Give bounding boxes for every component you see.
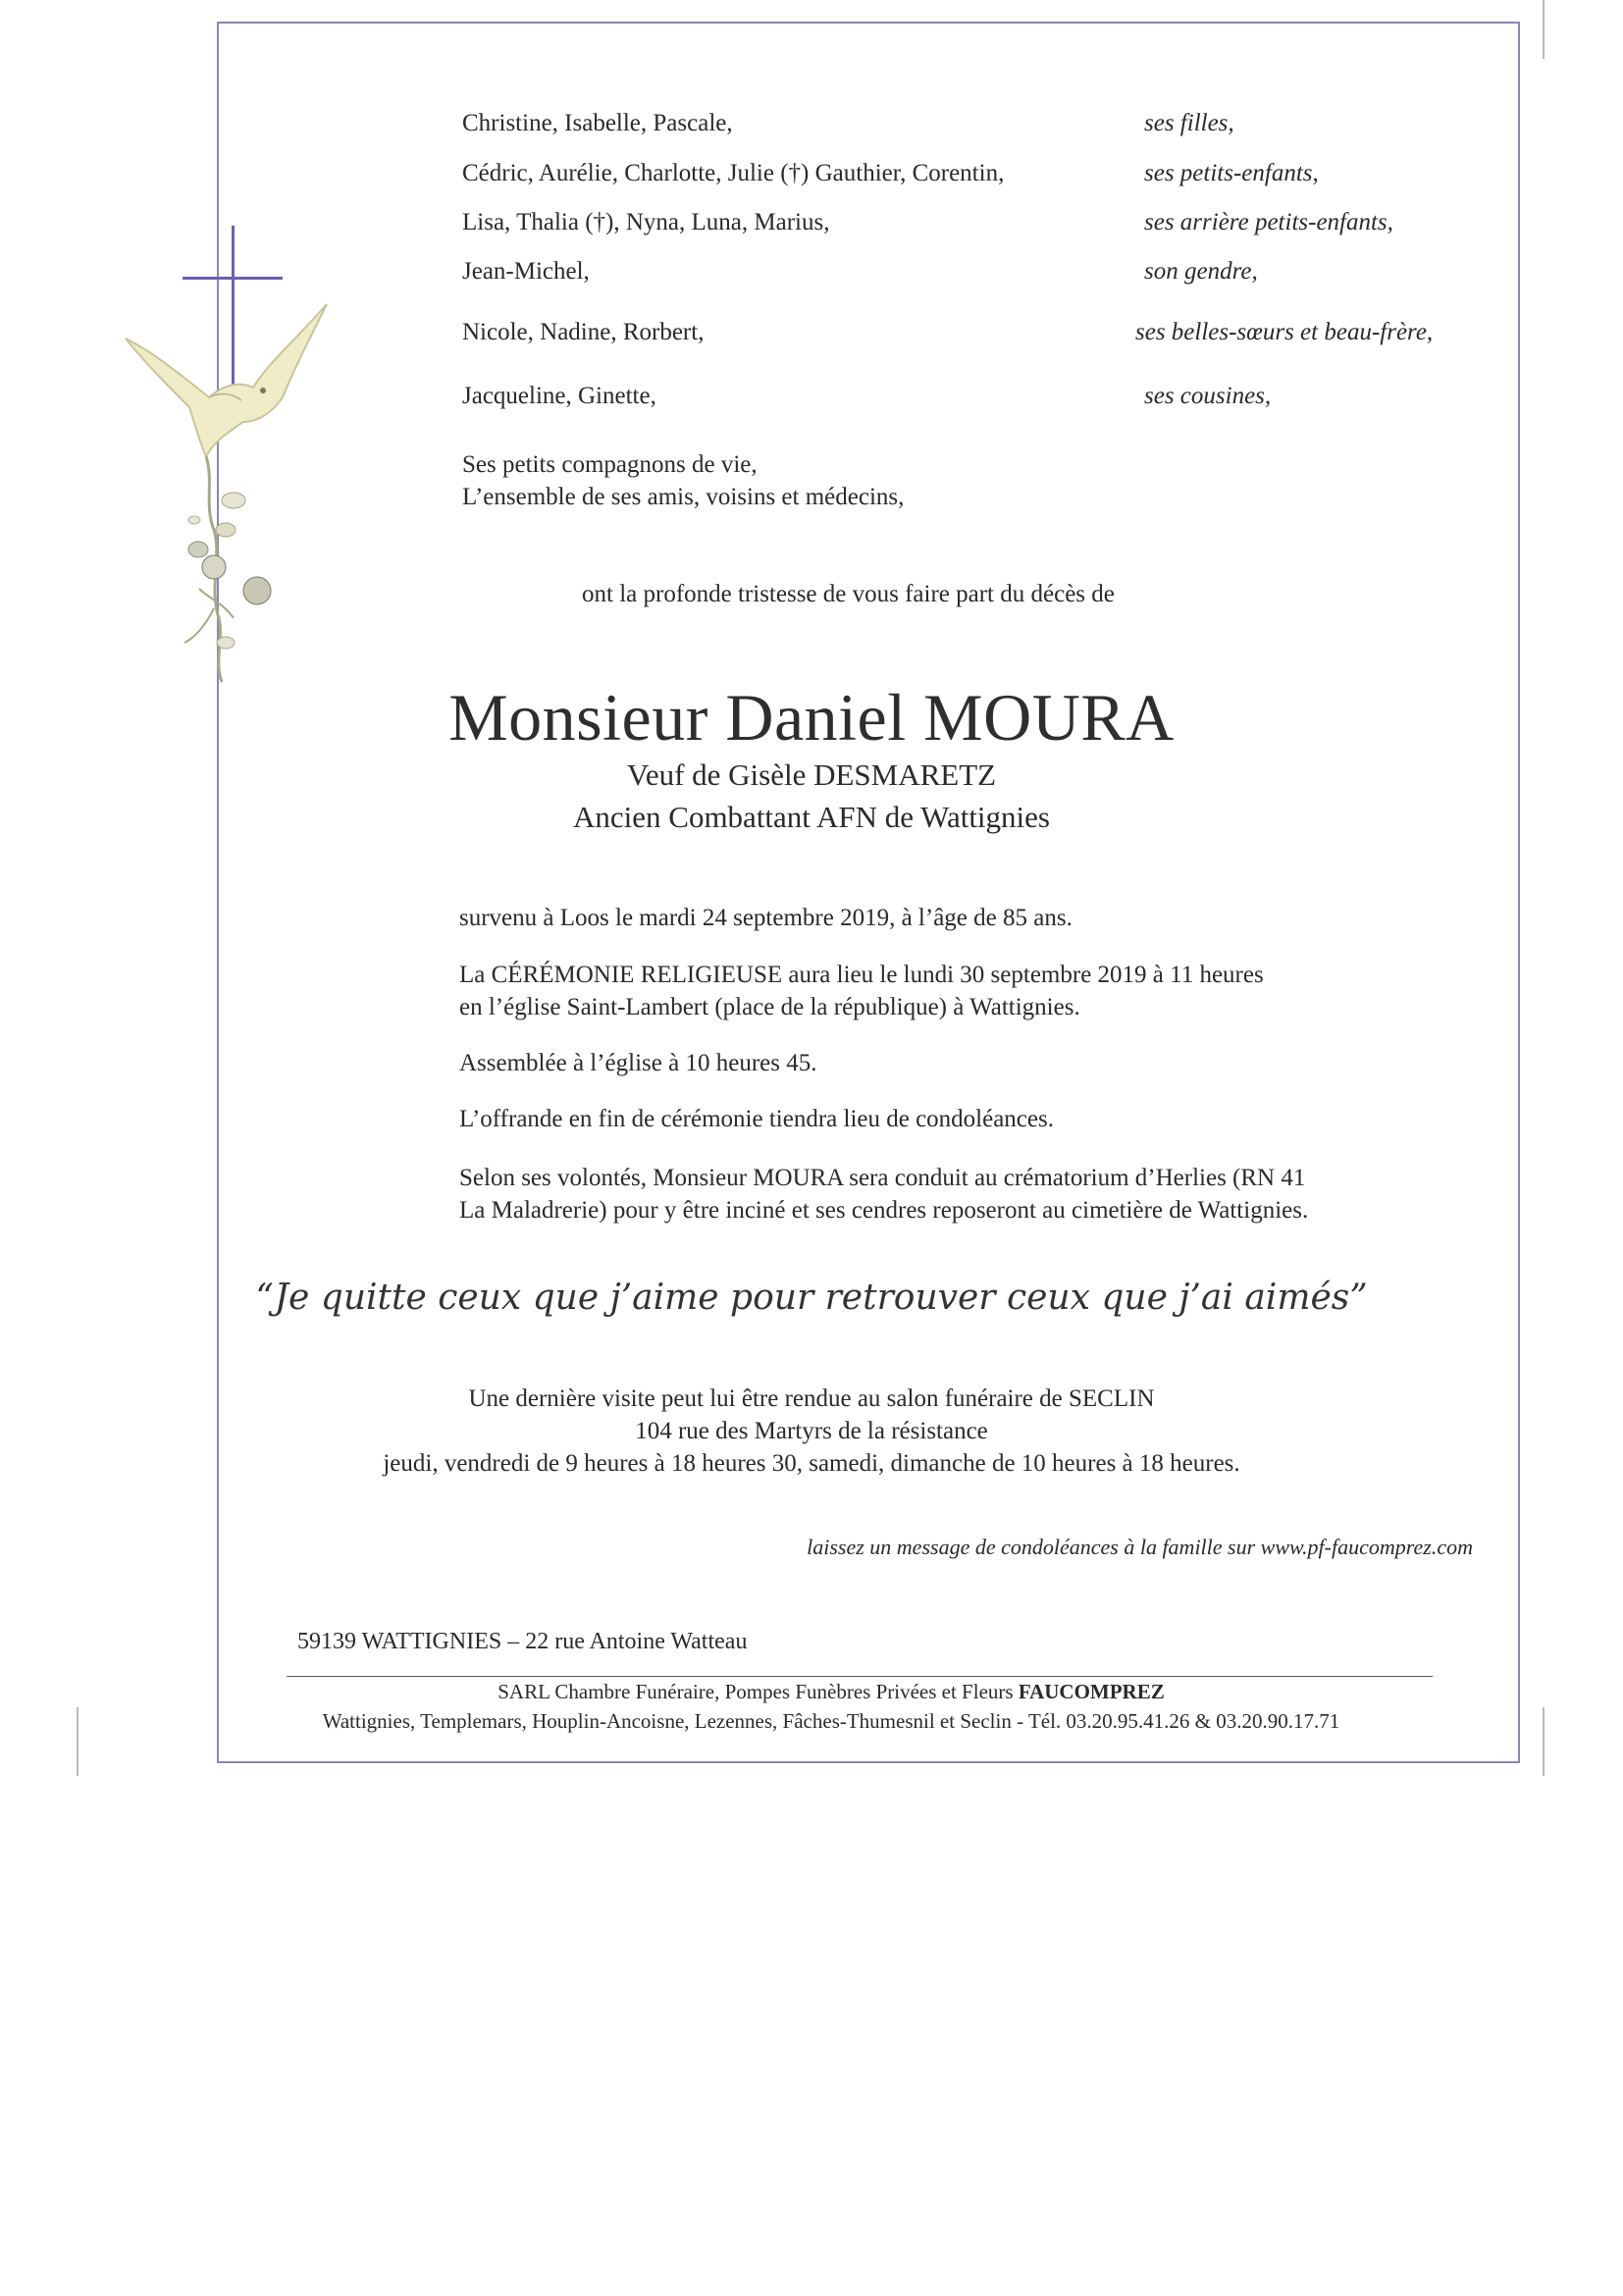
scan-edge-mark [1543, 0, 1544, 59]
footer-divider [287, 1676, 1433, 1677]
companions-line: L’ensemble de ses amis, voisins et médecins, [462, 484, 905, 510]
company-prefix: SARL Chambre Funéraire, Pompes Funèbres Privées et Fleurs [497, 1680, 1014, 1703]
family-names: Christine, Isabelle, Pascale, [462, 110, 733, 136]
family-relation: ses petits-enfants, [1144, 160, 1319, 186]
family-relation: ses filles, [1144, 110, 1234, 136]
family-relation: ses belles-sœurs et beau-frère, [1135, 319, 1434, 345]
family-relation: ses arrière petits-enfants, [1144, 209, 1393, 235]
deceased-title: Ancien Combattant AFN de Wattignies [573, 800, 1050, 834]
detail-line: L’offrande en fin de cérémonie tiendra lieu de condoléances. [459, 1106, 1054, 1132]
detail-line: survenu à Loos le mardi 24 septembre 2019, à l’âge de 85 ans. [459, 905, 1073, 931]
company-locations: Wattignies, Templemars, Houplin-Ancoisne, Lezennes, Fâches-Thumesnil et Seclin - Tél. 03.20.95.41.26 & 03.20.90.17.71 [322, 1709, 1340, 1733]
family-names: Jacqueline, Ginette, [462, 383, 656, 409]
visit-line: Une dernière visite peut lui être rendue au salon funéraire de SECLIN [468, 1385, 1155, 1412]
companions-line: Ses petits compagnons de vie, [462, 451, 758, 478]
visit-line: 104 rue des Martyrs de la résistance [635, 1418, 988, 1444]
memorial-quote: “Je quitte ceux que j’aime pour retrouver ceux que j’ai aimés” [255, 1278, 1368, 1318]
detail-line: Selon ses volontés, Monsieur MOURA sera conduit au crématorium d’Herlies (RN 41 [459, 1165, 1306, 1191]
address: 59139 WATTIGNIES – 22 rue Antoine Watteau [297, 1629, 748, 1654]
announcement-frame [217, 22, 1520, 1763]
detail-line: Assemblée à l’église à 10 heures 45. [459, 1050, 817, 1076]
family-relation: son gendre, [1144, 258, 1258, 285]
dove-icon [116, 294, 341, 687]
family-names: Cédric, Aurélie, Charlotte, Julie (†) Gauthier, Corentin, [462, 160, 1005, 186]
company-line [20, 1680, 1623, 1704]
visit-line: jeudi, vendredi de 9 heures à 18 heures 30, samedi, dimanche de 10 heures à 18 heures. [383, 1450, 1240, 1477]
detail-line: La CÉRÉMONIE RELIGIEUSE aura lieu le lundi 30 septembre 2019 à 11 heures [459, 962, 1264, 988]
cross-icon [183, 277, 283, 280]
deceased-widower: Veuf de Gisèle DESMARETZ [626, 757, 997, 792]
family-names: Nicole, Nadine, Rorbert, [462, 319, 705, 345]
deceased-name: Monsieur Daniel MOURA [448, 680, 1175, 755]
detail-line: La Maladrerie) pour y être inciné et ses cendres reposeront au cimetière de Wattignies. [459, 1197, 1309, 1224]
family-relation: ses cousines, [1144, 383, 1272, 409]
family-names: Jean-Michel, [462, 258, 590, 285]
announcement-text: ont la profonde tristesse de vous faire part du décès de [582, 581, 1115, 607]
company-name: FAUCOMPREZ [1018, 1680, 1165, 1703]
detail-line: en l’église Saint-Lambert (place de la république) à Wattignies. [459, 994, 1080, 1020]
website-note: laissez un message de condoléances à la famille sur www.pf-faucomprez.com [807, 1535, 1473, 1559]
family-names: Lisa, Thalia (†), Nyna, Luna, Marius, [462, 209, 830, 235]
